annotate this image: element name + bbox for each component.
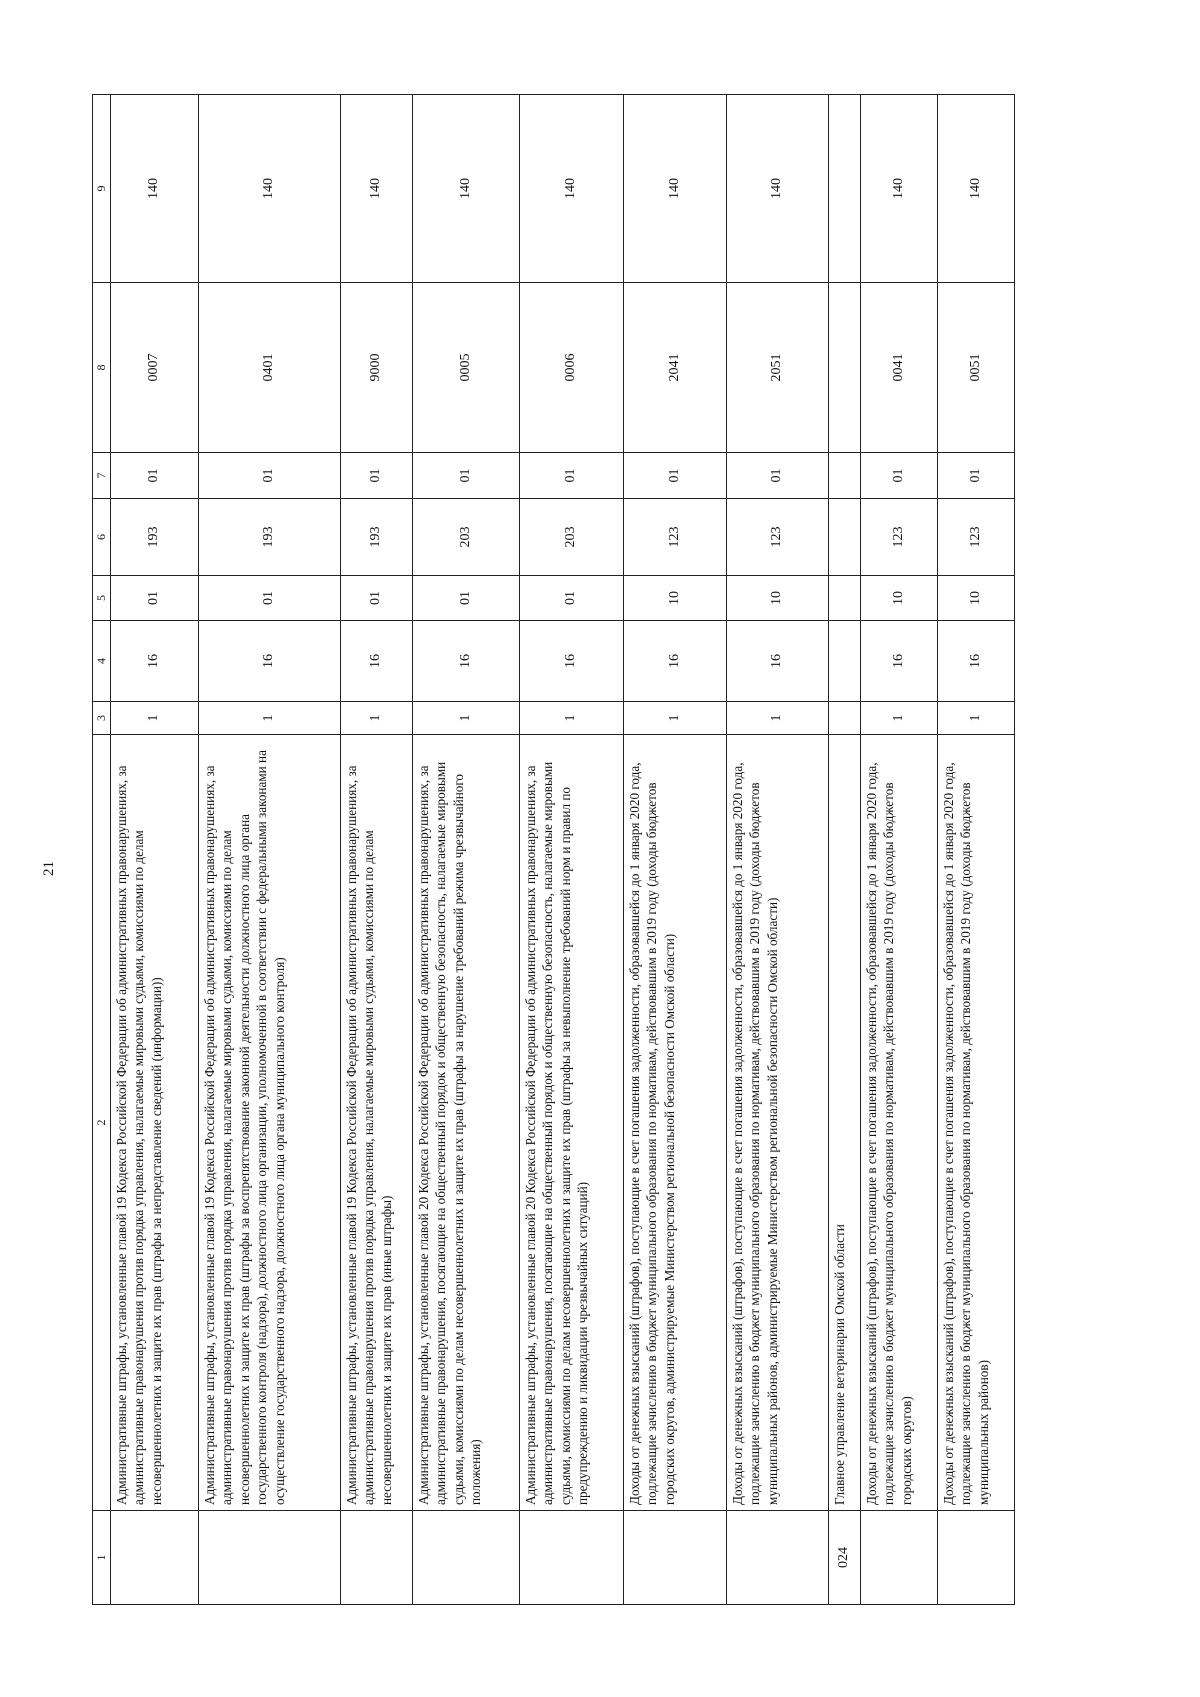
- code-col-5: 10: [861, 576, 938, 621]
- revenue-classification-table: [92, 94, 1015, 1605]
- code-col-5: 01: [520, 576, 624, 621]
- code-col-7: 01: [624, 453, 727, 499]
- code-col-3: 1: [413, 702, 520, 735]
- code-col-4: 16: [520, 621, 624, 702]
- header-col-8: 8: [93, 283, 111, 453]
- code-col-6: 203: [413, 499, 520, 576]
- code-col-7: 01: [111, 453, 199, 499]
- code-col-9: [829, 95, 861, 283]
- code-col-5: 10: [938, 576, 1015, 621]
- code-col-4: 16: [413, 621, 520, 702]
- code-col-4: 16: [727, 621, 829, 702]
- code-col-3: 1: [520, 702, 624, 735]
- code-col-8: 0006: [520, 283, 624, 453]
- rotated-table-wrapper: [92, 95, 998, 1605]
- table-row-section: [829, 95, 861, 1605]
- code-col-6: 123: [938, 499, 1015, 576]
- row-description: Доходы от денежных взысканий (штрафов), поступающие в счет погашения задолженности, образовавшейся до 1 января 2020 года, подлежащие зачислению в бюджет муниципального образования по нормативам, действовавшим в 2019 году (доходы бюджетов муниципальных районов): [938, 735, 1015, 1511]
- code-col-9: 140: [111, 95, 199, 283]
- code-col-8: 0005: [413, 283, 520, 453]
- code-col-4: 16: [111, 621, 199, 702]
- table-row: [341, 95, 413, 1605]
- admin-code: [341, 1511, 413, 1605]
- code-col-4: 16: [341, 621, 413, 702]
- code-col-5: 01: [111, 576, 199, 621]
- admin-code: [938, 1511, 1015, 1605]
- code-col-8: 2041: [624, 283, 727, 453]
- row-description: Административные штрафы, установленные главой 19 Кодекса Российской Федерации об административных правонарушениях, за административные правонарушения против порядка управления, налагаемые мировыми судьями, комиссиями по делам несовершеннолетних и защите их прав (штрафы за воспрепятствование законной деятельности должностного лица органа государственного контроля (надзора), должностного лица организации, уполномоченной в соответствии с федеральными законами на осуществление государственного надзора, должностного лица органа муниципального контроля): [199, 735, 341, 1511]
- table-row: [520, 95, 624, 1605]
- table-row: [938, 95, 1015, 1605]
- code-col-6: 123: [861, 499, 938, 576]
- code-col-4: 16: [199, 621, 341, 702]
- code-col-5: 01: [413, 576, 520, 621]
- code-col-3: 1: [341, 702, 413, 735]
- code-col-8: 0051: [938, 283, 1015, 453]
- code-col-4: 16: [624, 621, 727, 702]
- code-col-6: 203: [520, 499, 624, 576]
- code-col-6: 193: [111, 499, 199, 576]
- table-row: [624, 95, 727, 1605]
- code-col-8: [829, 283, 861, 453]
- code-col-5: 01: [341, 576, 413, 621]
- admin-code: [413, 1511, 520, 1605]
- code-col-5: 10: [727, 576, 829, 621]
- code-col-4: 16: [861, 621, 938, 702]
- admin-code: [727, 1511, 829, 1605]
- table-row: [199, 95, 341, 1605]
- row-description: Административные штрафы, установленные главой 19 Кодекса Российской Федерации об административных правонарушениях, за административные правонарушения против порядка управления, налагаемые мировыми судьями, комиссиями по делам несовершеннолетних и защите их прав (иные штрафы): [341, 735, 413, 1511]
- section-title: Главное управление ветеринарии Омской области: [829, 735, 861, 1511]
- admin-code: [199, 1511, 341, 1605]
- code-col-3: 1: [861, 702, 938, 735]
- code-col-8: 0007: [111, 283, 199, 453]
- code-col-4: 16: [938, 621, 1015, 702]
- code-col-6: 193: [199, 499, 341, 576]
- table-row: [111, 95, 199, 1605]
- code-col-8: 0401: [199, 283, 341, 453]
- code-col-5: 10: [624, 576, 727, 621]
- admin-code: [861, 1511, 938, 1605]
- admin-code: [111, 1511, 199, 1605]
- admin-code: [624, 1511, 727, 1605]
- code-col-3: 1: [938, 702, 1015, 735]
- admin-code: [520, 1511, 624, 1605]
- code-col-7: 01: [199, 453, 341, 499]
- code-col-9: 140: [727, 95, 829, 283]
- header-row: [93, 95, 111, 1605]
- row-description: Доходы от денежных взысканий (штрафов), поступающие в счет погашения задолженности, образовавшейся до 1 января 2020 года, подлежащие зачислению в бюджет муниципального образования по нормативам, действовавшим в 2019 году (доходы бюджетов муниципальных районов, администрируемые Министерством региональной безопасности Омской области): [727, 735, 829, 1511]
- code-col-5: 01: [199, 576, 341, 621]
- code-col-9: 140: [413, 95, 520, 283]
- code-col-8: 0041: [861, 283, 938, 453]
- header-col-6: 6: [93, 499, 111, 576]
- code-col-9: 140: [861, 95, 938, 283]
- code-col-6: 193: [341, 499, 413, 576]
- code-col-3: 1: [624, 702, 727, 735]
- code-col-9: 140: [199, 95, 341, 283]
- code-col-7: [829, 453, 861, 499]
- row-description: Административные штрафы, установленные главой 20 Кодекса Российской Федерации об административных правонарушениях, за административные правонарушения, посягающие на общественный порядок и общественную безопасность, налагаемые мировыми судьями, комиссиями по делам несовершеннолетних и защите их прав (штрафы за невыполнение требований норм и правил по предупреждению и ликвидации чрезвычайных ситуаций): [520, 735, 624, 1511]
- table-row: [727, 95, 829, 1605]
- code-col-8: 2051: [727, 283, 829, 453]
- code-col-3: [829, 702, 861, 735]
- code-col-6: 123: [624, 499, 727, 576]
- code-col-3: 1: [111, 702, 199, 735]
- code-col-7: 01: [861, 453, 938, 499]
- code-col-6: [829, 499, 861, 576]
- code-col-8: 9000: [341, 283, 413, 453]
- code-col-9: 140: [520, 95, 624, 283]
- code-col-5: [829, 576, 861, 621]
- code-col-9: 140: [938, 95, 1015, 283]
- code-col-7: 01: [520, 453, 624, 499]
- row-description: Доходы от денежных взысканий (штрафов), поступающие в счет погашения задолженности, образовавшейся до 1 января 2020 года, подлежащие зачислению в бюджет муниципального образования по нормативам, действовавшим в 2019 году (доходы бюджетов городских округов, администрируемые Министерством региональной безопасности Омской области): [624, 735, 727, 1511]
- header-col-7: 7: [93, 453, 111, 499]
- header-col-1: 1: [93, 1511, 111, 1605]
- table-row: [861, 95, 938, 1605]
- header-col-3: 3: [93, 702, 111, 735]
- header-col-9: 9: [93, 95, 111, 283]
- code-col-9: 140: [624, 95, 727, 283]
- row-description: Административные штрафы, установленные главой 20 Кодекса Российской Федерации об административных правонарушениях, за административные правонарушения, посягающие на общественный порядок и общественную безопасность, налагаемые мировыми судьями, комиссиями по делам несовершеннолетних и защите их прав (штрафы за нарушение требований режима чрезвычайного положения): [413, 735, 520, 1511]
- code-col-7: 01: [413, 453, 520, 499]
- code-col-7: 01: [727, 453, 829, 499]
- header-col-5: 5: [93, 576, 111, 621]
- code-col-4: [829, 621, 861, 702]
- header-col-2: 2: [93, 735, 111, 1511]
- row-description: Доходы от денежных взысканий (штрафов), поступающие в счет погашения задолженности, образовавшейся до 1 января 2020 года, подлежащие зачислению в бюджет муниципального образования по нормативам, действовавшим в 2019 году (доходы бюджетов городских округов): [861, 735, 938, 1511]
- code-col-9: 140: [341, 95, 413, 283]
- code-col-7: 01: [938, 453, 1015, 499]
- admin-code: 024: [829, 1511, 861, 1605]
- header-col-4: 4: [93, 621, 111, 702]
- page-number: 21: [41, 861, 57, 876]
- code-col-3: 1: [727, 702, 829, 735]
- row-description: Административные штрафы, установленные главой 19 Кодекса Российской Федерации об административных правонарушениях, за административные правонарушения против порядка управления, налагаемые мировыми судьями, комиссиями по делам несовершеннолетних и защите их прав (штрафы за непредставление сведений (информации)): [111, 735, 199, 1511]
- code-col-3: 1: [199, 702, 341, 735]
- table-row: [413, 95, 520, 1605]
- code-col-7: 01: [341, 453, 413, 499]
- code-col-6: 123: [727, 499, 829, 576]
